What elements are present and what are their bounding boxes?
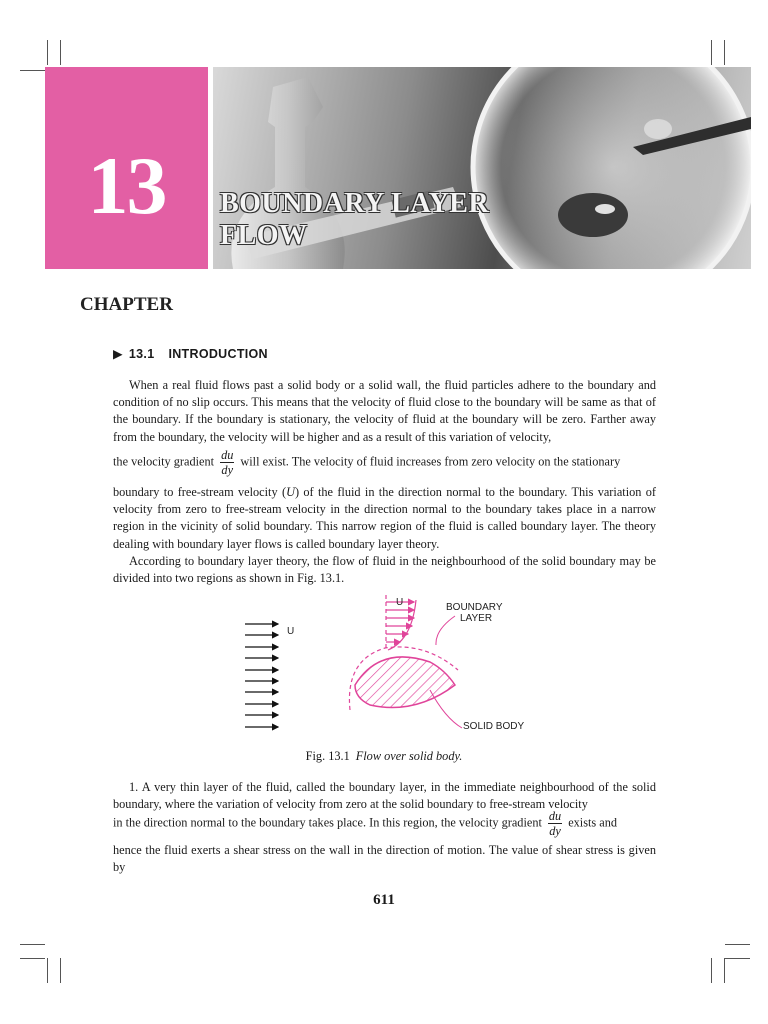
text-run: in the direction normal to the boundary takes place. In this region, the velocity gradient — [113, 815, 542, 830]
chapter-number-box — [45, 67, 208, 315]
paragraph: According to boundary layer theory, the flow of fluid in the neighbourhood of the solid boundary may be divided into two regions as shown in Fig. 13.1. — [113, 554, 656, 586]
figure-caption-label: Fig. 13.1 — [305, 749, 350, 763]
paragraph-line-with-fraction — [113, 809, 656, 838]
section-arrow-icon: ▶ — [113, 347, 123, 361]
paragraph-line-with-fraction — [113, 448, 656, 477]
velocity-gradient-fraction — [548, 809, 562, 838]
velocity-gradient-fraction — [220, 448, 234, 477]
text-run: will exist. The velocity of fluid increases from zero velocity on the stationary — [240, 454, 621, 469]
crop-mark — [711, 40, 712, 65]
fraction-denominator: dy — [549, 824, 561, 838]
free-stream-arrows — [245, 624, 278, 727]
free-stream-symbol: U — [286, 485, 295, 499]
chapter-number: 13 — [87, 140, 166, 231]
crop-mark — [47, 958, 48, 983]
figure-label-u-left: U — [287, 626, 295, 637]
crop-mark — [20, 958, 45, 959]
fraction-numerator: du — [221, 448, 234, 462]
fraction-denominator: dy — [221, 463, 234, 477]
paragraph: When a real fluid flows past a solid body or a solid wall, the fluid particles adhere to the boundary and condition of no slip occurs. This means that the velocity of fluid close to the boundary will be same as that of the boundary. If the boundary is stationary, the velocity of fluid at the boundary will be zero. Farther away from the boundary, the velocity will be higher and as a result of this variation of velocity, — [113, 378, 656, 444]
paragraph: hence the fluid exerts a shear stress on the wall in the direction of motion. The value of shear stress is given by — [113, 843, 656, 875]
figure-label-solid-body: SOLID BODY — [463, 721, 525, 732]
figure-label-line: LAYER — [460, 613, 493, 624]
figure-caption — [0, 749, 768, 764]
text-run: the velocity gradient — [113, 454, 215, 469]
paragraph — [113, 484, 656, 553]
fraction-numerator: du — [548, 809, 562, 823]
text-run: exists and — [568, 815, 618, 830]
crop-mark — [60, 40, 61, 65]
chapter-title-line: BOUNDARY LAYER — [220, 188, 490, 219]
section-heading — [113, 346, 268, 361]
chapter-title — [220, 188, 489, 252]
chapter-word: CHAPTER — [80, 294, 173, 315]
text-run: boundary to free-stream velocity ( — [113, 485, 287, 499]
crop-mark — [711, 958, 712, 983]
crop-mark — [724, 958, 725, 983]
crop-mark — [20, 944, 45, 945]
crop-mark — [20, 70, 45, 71]
solid-body — [355, 657, 455, 708]
crop-mark — [47, 40, 48, 65]
crop-mark — [725, 944, 750, 945]
text-run: ) of the fluid in the direction normal to the boundary. This variation of velocity from zero to free-stream velocity in the direction normal to the boundary takes place in a narrow region in the vicinity of solid boundary. This narrow region of the fluid is called boundary layer. The theory dealing with boundary layer flows is called boundary layer theory. — [113, 485, 656, 551]
crop-mark — [724, 40, 725, 65]
figure-label-boundary-layer — [446, 602, 503, 624]
paragraph: 1. A very thin layer of the fluid, called the boundary layer, in the immediate neighbourhood of the solid boundary, where the variation of velocity from zero at the solid boundary to free-stream velocity — [113, 780, 656, 812]
figure-label-u-top: U — [396, 597, 404, 608]
figure-label-line: BOUNDARY — [446, 602, 503, 613]
figure-caption-text: Flow over solid body. — [355, 749, 463, 763]
section-number: 13.1 — [128, 347, 155, 361]
crop-mark — [60, 958, 61, 983]
page-number: 611 — [373, 892, 395, 908]
section-title: INTRODUCTION — [168, 347, 268, 361]
crop-mark — [725, 958, 750, 959]
chapter-title-line: FLOW — [220, 220, 308, 252]
